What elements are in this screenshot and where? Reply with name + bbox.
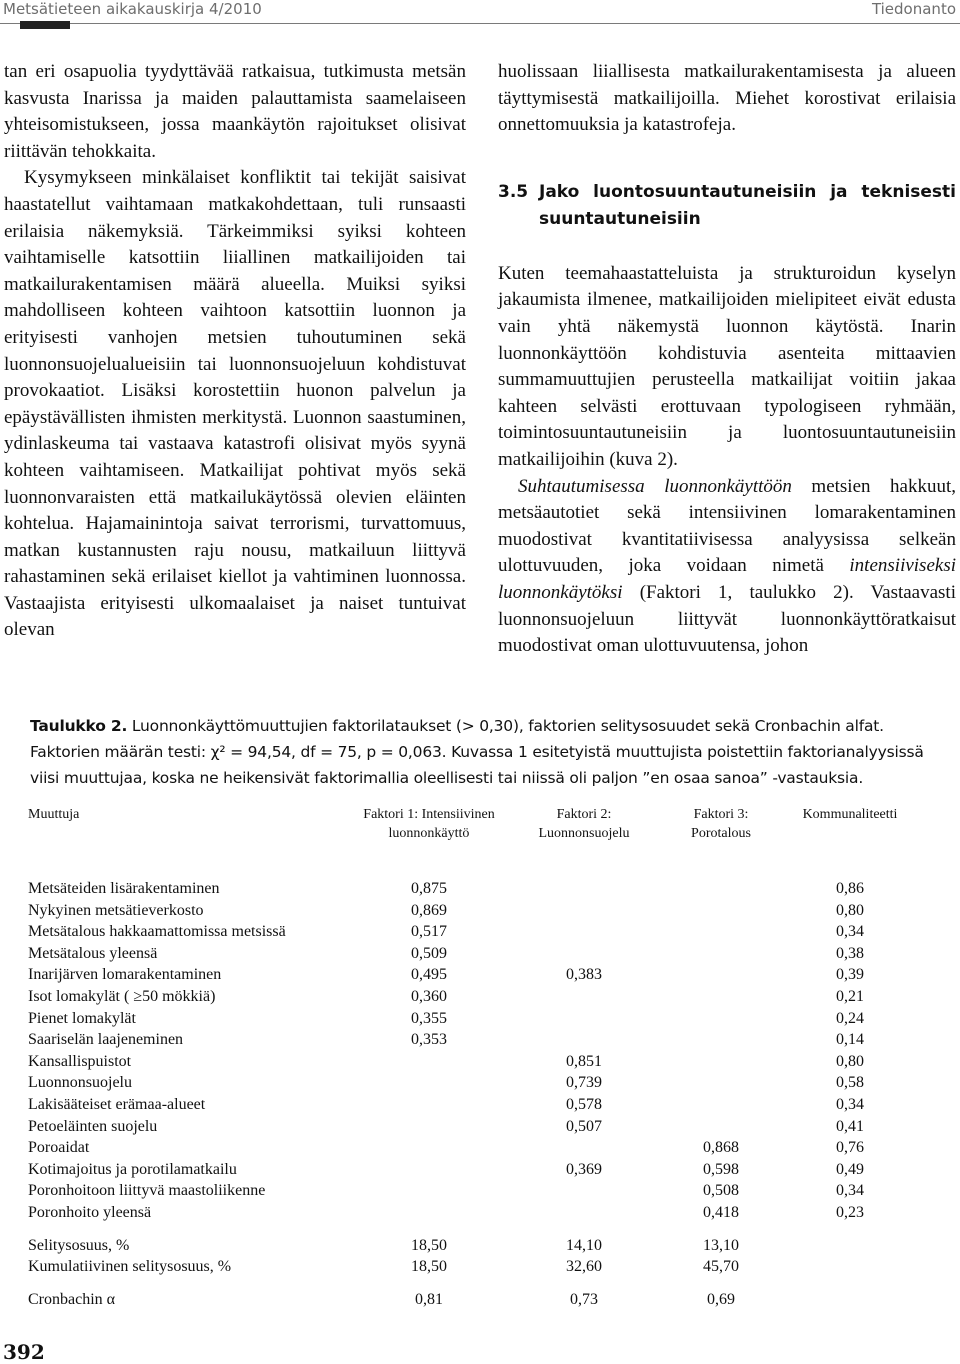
table-row bbox=[28, 943, 908, 965]
right-paragraph-3 bbox=[498, 474, 956, 660]
left-paragraph-1: tan eri osapuolia tyydyttävää ratkaisua, tutkimusta metsän kasvusta Inarissa ja maiden palauttamista saamelaiseen yhteisomistukseen, jossa maankäytön rajoitukset olisivat riittävän tehokkaita. bbox=[4, 61, 466, 162]
factor-3-summary: 13,10 bbox=[703, 1236, 739, 1254]
table-row bbox=[28, 900, 908, 922]
factor-1-loading bbox=[340, 1072, 518, 1094]
variable-name: Poroaidat bbox=[28, 1139, 90, 1157]
table-row bbox=[28, 986, 908, 1008]
right-column bbox=[498, 59, 956, 660]
section-number: 3.5 bbox=[498, 181, 529, 202]
factor-2-loading: 0,507 bbox=[566, 1117, 602, 1135]
factor-3-loading bbox=[650, 1094, 792, 1116]
table-spacer bbox=[28, 1224, 908, 1235]
communality-value: 0,49 bbox=[836, 1160, 864, 1178]
summary-label: Selitysosuus, % bbox=[28, 1236, 130, 1254]
factor-1-summary: 18,50 bbox=[411, 1236, 447, 1254]
spacer-cell bbox=[28, 1278, 908, 1289]
right-paragraph-2: Kuten teemahaastatteluista ja strukturoidun kyselyn jakaumista ilmenee, matkailijoiden mielipiteet eivät edusta vain yhtä näkemystä luonnon käytöstä. Inarin luonnonkäyttöön kohdistuvia asenteita mittaavien summamuuttujien perusteella matkailijat voitiin jakaa kahteen selvästi erottuvaan typologiseen ryhmään, toimintosuuntautuneisiin ja luontosuuntautuneisiin matkailijoihin (kuva 2). bbox=[498, 262, 956, 470]
communality-value: 0,58 bbox=[836, 1074, 864, 1092]
header-factor-3 bbox=[650, 805, 792, 878]
factor-1-loading: 0,360 bbox=[411, 987, 447, 1005]
communality-value: 0,86 bbox=[836, 880, 864, 897]
factor-2-loading: 0,383 bbox=[566, 966, 602, 984]
summary-row bbox=[28, 1256, 908, 1278]
factor-3-loading bbox=[650, 943, 792, 965]
empty-cell bbox=[792, 1289, 908, 1311]
header-rule bbox=[0, 23, 960, 24]
factor-1-loading: 0,869 bbox=[411, 901, 447, 919]
header-factor-2-line-1: Faktori 2: bbox=[556, 807, 612, 822]
factor-1-loading: 0,875 bbox=[411, 880, 447, 897]
variable-name: Poronhoito yleensä bbox=[28, 1203, 152, 1221]
factor-1-loading: 0,355 bbox=[411, 1009, 447, 1027]
communality-value: 0,21 bbox=[836, 987, 864, 1005]
factor-1-loading: 0,353 bbox=[411, 1031, 447, 1049]
factor-1-loading bbox=[340, 1180, 518, 1202]
variable-name: Inarijärven lomarakentaminen bbox=[28, 966, 222, 984]
left-paragraph-2: Kysymykseen minkälaiset konfliktit tai tekijät saisivat haastatellut vaihtamaan matkakohdettaan, tuli runsaasti erilaisia näkemyksiä. Tärkeimmiksi syiksi kohteen vaihtamiselle katsottiin liiallinen matkailijoiden tai matkailurakentamisen määrä alueella. Muiksi syiksi mahdolliseen kohteen vaihtoon katsottiin luonnon ja erityisesti vanhojen metsien tuhoutuminen sekä luonnonsuojelualueisiin tai luonnonsuojeluun kohdistuvat provokaatiot. Lisäksi korostettiin huonon palvelun ja epäystävällisten ihmisten merkitystä. Luonnon saastuminen, ydinlaskeuma tai vastaava katastrofi olisivat myös syynä kohteen vaihtamiseen. Matkailijat pohtivat myös sekä luonnonvaraisten että matkailukäytössä olevien eläinten kohtelua. Hajamainintoja saivat terrorismi, turvattomuus, matkan kustannusten raju nousu, matkailuun liittyvä rahastaminen sekä erilaiset kiellot ja vahtiminen luonnossa. Vastaajista erityisesti ulkomaalaiset ja naiset tuntuivat olevan bbox=[4, 167, 466, 641]
header-factor-2 bbox=[518, 805, 650, 878]
table-row bbox=[28, 878, 908, 900]
factor-1-loading: 0,517 bbox=[411, 923, 447, 941]
factor-2-loading bbox=[518, 1180, 650, 1202]
variable-name: Pienet lomakylät bbox=[28, 1009, 136, 1027]
variable-name: Kansallispuistot bbox=[28, 1052, 132, 1070]
caption-line-2: Faktorien määrän testi: χ² = 94,54, df = 75, p = 0,063. Kuvassa 1 esitetyistä muuttujista poistettiin faktorianalyysissä bbox=[30, 743, 924, 761]
variable-name: Isot lomakylät ( ≥50 mökkiä) bbox=[28, 987, 216, 1005]
factor-1-loading: 0,495 bbox=[411, 966, 447, 984]
factor-2-loading bbox=[518, 1137, 650, 1159]
caption-text-1: Luonnonkäyttömuuttujien faktorilataukset (> 0,30), faktorien selitysosuudet sekä Cronbachin alfat. bbox=[127, 717, 884, 735]
factor-3-loading bbox=[650, 900, 792, 922]
factor-2-loading bbox=[518, 943, 650, 965]
variable-name: Poronhoitoon liittyvä maastoliikenne bbox=[28, 1182, 266, 1200]
table-spacer bbox=[28, 1278, 908, 1289]
factor-2-summary: 14,10 bbox=[566, 1236, 602, 1254]
section-title: Jako luontosuuntautuneisiin ja teknisesti suuntautuneisiin bbox=[539, 181, 956, 229]
section-heading bbox=[498, 179, 956, 233]
left-column bbox=[4, 59, 466, 644]
factor-3-loading bbox=[650, 1116, 792, 1138]
communality-value: 0,76 bbox=[836, 1139, 864, 1157]
factor-3-loading: 0,868 bbox=[703, 1139, 739, 1157]
header-variable: Muuttuja bbox=[28, 807, 80, 822]
header-factor-3-line-2: Porotalous bbox=[691, 826, 751, 841]
variable-name: Kotimajoitus ja porotilamatkailu bbox=[28, 1160, 237, 1178]
spacer bbox=[498, 233, 956, 261]
factor-2-loading bbox=[518, 900, 650, 922]
factor-2-loading: 0,739 bbox=[566, 1074, 602, 1092]
table-label: Taulukko 2. bbox=[30, 717, 128, 735]
communality-value: 0,38 bbox=[836, 944, 864, 962]
factor-3-loading bbox=[650, 1008, 792, 1030]
factor-loadings-table bbox=[28, 805, 908, 1310]
variable-name: Nykyinen metsätieverkosto bbox=[28, 901, 204, 919]
table-row bbox=[28, 1072, 908, 1094]
factor-3-loading: 0,598 bbox=[703, 1160, 739, 1178]
variable-name: Metsätalous hakkaamattomissa metsissä bbox=[28, 923, 286, 941]
communality-value: 0,34 bbox=[836, 1095, 864, 1113]
factor-1-loading bbox=[340, 1202, 518, 1224]
table-row bbox=[28, 1159, 908, 1181]
communality-value: 0,80 bbox=[836, 901, 864, 919]
communality-value: 0,14 bbox=[836, 1031, 864, 1049]
factor-1-alpha: 0,81 bbox=[415, 1290, 443, 1308]
table-caption bbox=[30, 713, 950, 791]
communality-value: 0,34 bbox=[836, 1182, 864, 1200]
table-body bbox=[28, 878, 908, 1310]
communality-value: 0,41 bbox=[836, 1117, 864, 1135]
factor-3-loading: 0,418 bbox=[703, 1203, 739, 1221]
factor-2-summary: 32,60 bbox=[566, 1258, 602, 1276]
factor-2-loading: 0,369 bbox=[566, 1160, 602, 1178]
summary-label: Kumulatiivinen selitysosuus, % bbox=[28, 1258, 232, 1276]
header-factor-1 bbox=[340, 805, 518, 878]
table-row bbox=[28, 1029, 908, 1051]
communality-value: 0,39 bbox=[836, 966, 864, 984]
table-row bbox=[28, 1051, 908, 1073]
journal-title: Metsätieteen aikakauskirja 4/2010 bbox=[3, 0, 262, 18]
factor-3-loading bbox=[650, 986, 792, 1008]
factor-2-loading bbox=[518, 1008, 650, 1030]
factor-1-loading bbox=[340, 1051, 518, 1073]
communality-value: 0,34 bbox=[836, 923, 864, 941]
italic-term-2: intensiiviseksi luonnonkäytöksi bbox=[498, 555, 956, 603]
factor-1-loading bbox=[340, 1094, 518, 1116]
table-row bbox=[28, 1180, 908, 1202]
factor-3-summary: 45,70 bbox=[703, 1258, 739, 1276]
table-row bbox=[28, 921, 908, 943]
factor-1-loading bbox=[340, 1116, 518, 1138]
alpha-label: Cronbachin α bbox=[28, 1290, 116, 1308]
factor-2-loading bbox=[518, 1029, 650, 1051]
variable-name: Petoeläinten suojelu bbox=[28, 1117, 158, 1135]
factor-3-loading bbox=[650, 1029, 792, 1051]
summary-row bbox=[28, 1235, 908, 1257]
factor-2-loading bbox=[518, 1202, 650, 1224]
paragraph-text-2: (Faktori 1, taulukko 2). Vastaavasti luonnonsuojeluun liittyvät luonnonkäyttöratkaisut muodostivat oman ulottuvuutensa, johon bbox=[498, 581, 956, 657]
factor-1-loading bbox=[340, 1137, 518, 1159]
table-row bbox=[28, 1202, 908, 1224]
communality-value: 0,23 bbox=[836, 1203, 864, 1221]
variable-name: Metsätalous yleensä bbox=[28, 944, 158, 962]
factor-2-loading bbox=[518, 878, 650, 900]
communality-value: 0,24 bbox=[836, 1009, 864, 1027]
right-paragraph-1: huolissaan liiallisesta matkailurakentamisesta ja alueen täyttymisestä matkailijoilla. Miehet korostivat erilaisia onnettomuuksia ja katastrofeja. bbox=[498, 61, 956, 136]
header-factor-1-line-2: luonnonkäyttö bbox=[388, 826, 470, 841]
factor-3-loading: 0,508 bbox=[703, 1182, 739, 1200]
header-factor-2-line-2: Luonnonsuojelu bbox=[538, 826, 630, 841]
italic-term-1: Suhtautumisessa luonnonkäyttöön bbox=[518, 475, 792, 497]
factor-3-loading bbox=[650, 878, 792, 900]
empty-cell bbox=[792, 1256, 908, 1278]
section-label: Tiedonanto bbox=[871, 0, 956, 18]
spacer bbox=[498, 139, 956, 179]
alpha-row bbox=[28, 1289, 908, 1311]
factor-3-loading bbox=[650, 1051, 792, 1073]
communality-value: 0,80 bbox=[836, 1052, 864, 1070]
factor-3-loading bbox=[650, 1072, 792, 1094]
table-row bbox=[28, 1137, 908, 1159]
variable-name: Saariselän laajeneminen bbox=[28, 1031, 184, 1049]
factor-1-loading bbox=[340, 1159, 518, 1181]
factor-3-loading bbox=[650, 964, 792, 986]
variable-name: Lakisääteiset erämaa-alueet bbox=[28, 1095, 206, 1113]
table-row bbox=[28, 964, 908, 986]
paragraph-text-1: metsien hakkuut, metsäautotiet sekä intensiivinen lomarakentaminen muodostivat kvantitatiivisessa analyysissa selkeän ulottuvuuden, joka voidaan nimetä bbox=[498, 475, 956, 577]
table-row bbox=[28, 1094, 908, 1116]
header-factor-3-line-1: Faktori 3: bbox=[693, 807, 749, 822]
spacer-cell bbox=[28, 1224, 908, 1235]
factor-2-alpha: 0,73 bbox=[570, 1290, 598, 1308]
header-marker-block bbox=[20, 21, 70, 29]
factor-2-loading: 0,578 bbox=[566, 1095, 602, 1113]
factor-1-summary: 18,50 bbox=[411, 1258, 447, 1276]
factor-2-loading bbox=[518, 986, 650, 1008]
page-number: 392 bbox=[3, 1340, 45, 1364]
header-communality: Kommunaliteetti bbox=[802, 807, 898, 822]
table-row bbox=[28, 1116, 908, 1138]
factor-3-alpha: 0,69 bbox=[707, 1290, 735, 1308]
caption-line-1 bbox=[30, 713, 950, 739]
empty-cell bbox=[792, 1235, 908, 1257]
running-header bbox=[0, 0, 960, 22]
factor-1-loading: 0,509 bbox=[411, 944, 447, 962]
factor-2-loading: 0,851 bbox=[566, 1052, 602, 1070]
factor-3-loading bbox=[650, 921, 792, 943]
table-header-row bbox=[28, 805, 908, 878]
variable-name: Luonnonsuojelu bbox=[28, 1074, 132, 1092]
table-row bbox=[28, 1008, 908, 1030]
header-factor-1-line-1: Faktori 1: Intensiivinen bbox=[363, 807, 495, 822]
variable-name: Metsäteiden lisärakentaminen bbox=[28, 880, 220, 897]
factor-2-loading bbox=[518, 921, 650, 943]
caption-line-3: viisi muuttujaa, koska ne heikensivät faktorimallia oleellisesti tai niissä oli paljon ”en osaa sanoa” -vastauksia. bbox=[30, 769, 864, 787]
